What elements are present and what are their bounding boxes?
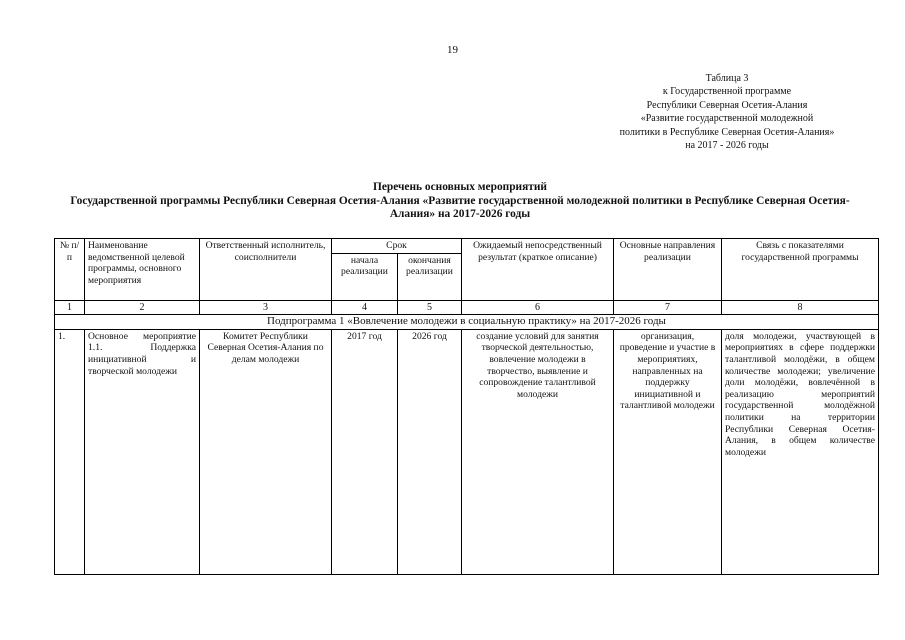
column-number: 1	[55, 300, 85, 315]
header-name: Наименование ведомственной целевой программы, основного мероприятия	[85, 239, 200, 301]
title-line1: Перечень основных мероприятий	[372, 181, 547, 193]
column-number: 2	[85, 300, 200, 315]
header-row	[55, 239, 879, 254]
title-line2: Государственной программы Республики Северная Осетия-Алания «Развитие государственной молодежной политики в Республике Северная Осетия-Алания» на 2017-2026 годы	[70, 194, 850, 221]
header-result: Ожидаемый непосредственный результат (краткое описание)	[462, 239, 614, 301]
subprogram-title: Подпрограмма 1 «Вовлечение молодежи в социальную практику» на 2017-2026 годы	[55, 315, 879, 330]
header-start: начала реализации	[332, 253, 398, 300]
row-num: 1.	[55, 329, 85, 574]
page-number: 19	[447, 44, 458, 56]
appendix-line: «Развитие государственной молодежной	[640, 113, 814, 125]
header-directions: Основные направления реализации	[614, 239, 722, 301]
header-num: № п/п	[55, 239, 85, 301]
column-number-row	[55, 300, 879, 315]
row-link: доля молодежи, участвующей в мероприятиях в сфере поддержки талантливой молодёжи, в общем количестве молодежи; увеличение доли молодёжи, вовлечённой в реализацию мероприятий государственной молодёжной политики на территории Республики Северная Осетия-Алания, в общем количестве молодежи	[722, 329, 879, 574]
column-number: 6	[462, 300, 614, 315]
row-directions: организация, проведение и участие в мероприятиях, направленных на поддержку инициативной и талантливой молодежи	[614, 329, 722, 574]
activities-table	[54, 238, 879, 575]
appendix-line: к Государственной программе	[662, 86, 792, 98]
appendix-note	[596, 72, 858, 152]
column-number: 4	[332, 300, 398, 315]
appendix-line: Таблица 3	[705, 73, 749, 84]
row-name: Основное мероприятие 1.1. Поддержка инициативной и творческой молодежи	[85, 329, 200, 574]
row-result: создание условий для занятия творческой деятельностью, вовлечение молодежи в творчество, выявление и сопровождение талантливой молодежи	[462, 329, 614, 574]
row-responsible: Комитет Республики Северная Осетия-Алания по делам молодежи	[200, 329, 332, 574]
row-end: 2026 год	[398, 329, 462, 574]
table-row	[55, 329, 879, 574]
header-link: Связь с показателями государственной программы	[722, 239, 879, 301]
column-number: 3	[200, 300, 332, 315]
appendix-line: Республики Северная Осетия-Алания	[646, 99, 808, 111]
row-start: 2017 год	[332, 329, 398, 574]
header-term: Срок	[332, 239, 462, 254]
subprogram-row	[55, 315, 879, 330]
appendix-line: политики в Республике Северная Осетия-Алания»	[619, 126, 835, 138]
appendix-line: на 2017 - 2026 годы	[685, 140, 769, 152]
header-end: окончания реализации	[398, 253, 462, 300]
column-number: 5	[398, 300, 462, 315]
column-number: 7	[614, 300, 722, 315]
column-number: 8	[722, 300, 879, 315]
document-title	[70, 181, 850, 222]
header-responsible: Ответственный исполнитель, соисполнители	[200, 239, 332, 301]
